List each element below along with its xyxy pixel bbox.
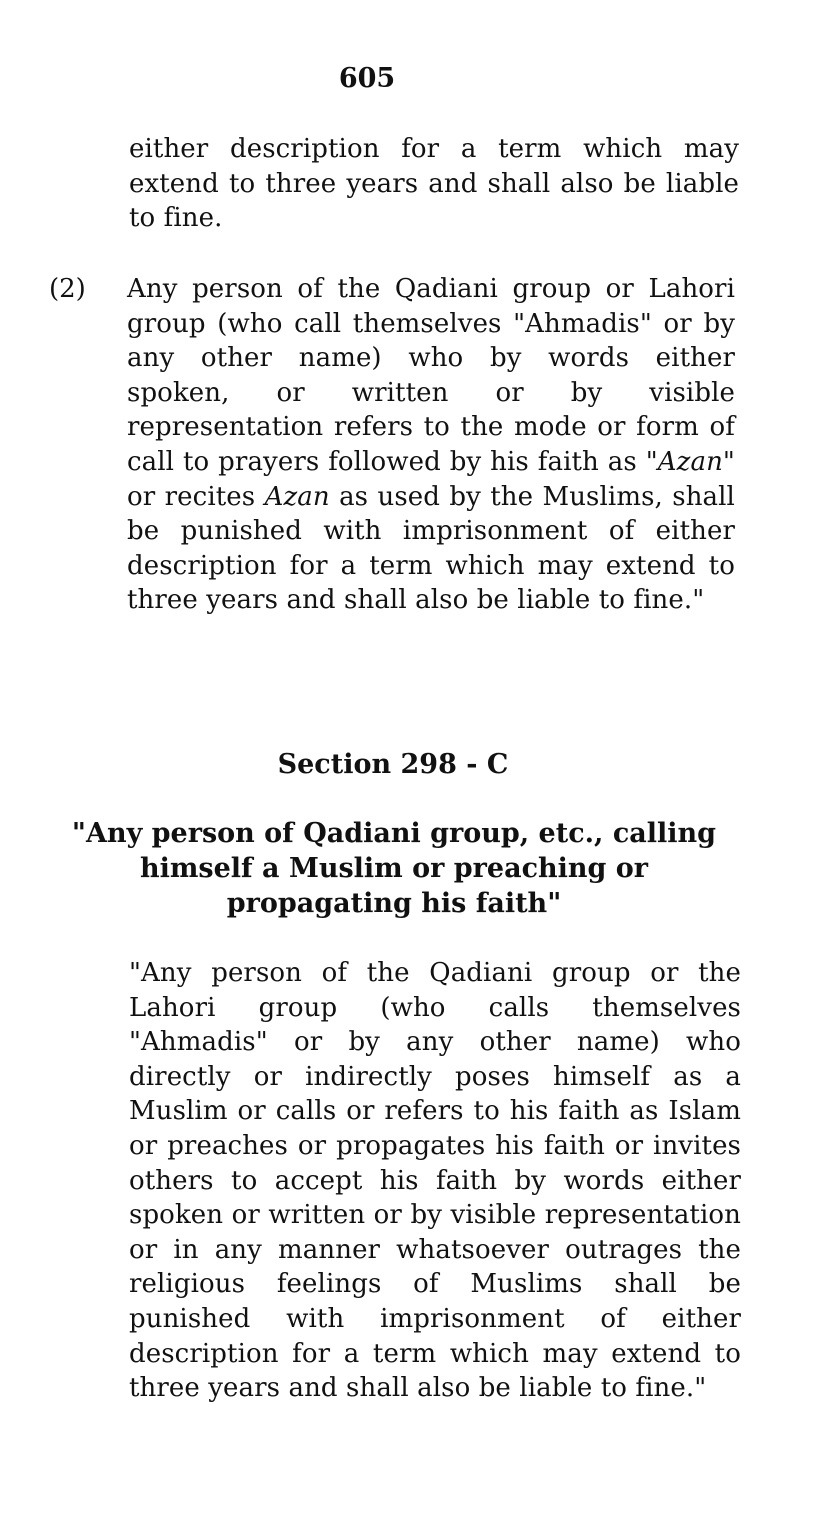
clause-2-azan-quoted: "Azan" <box>645 446 735 477</box>
page-number: 605 <box>338 63 396 94</box>
section-title: "Any person of Qadiani group, etc., calling himself a Muslim or preaching or propagating his faith" <box>71 818 717 919</box>
clause-2-azan: Azan <box>264 481 330 512</box>
clause-2-text-part1: Any person of the Qadiani group or Lahori group (who call themselves "Ahmadis" or by any other name) who by words either spoken, or written or by visible representation refers to the mode or form of call to prayers followed by his faith as <box>127 274 735 477</box>
clause-2-paragraph <box>127 272 735 618</box>
section-heading: Section 298 - C <box>277 749 509 780</box>
clause-number: (2) <box>49 274 86 304</box>
clause-2-text-part3: as used by the Muslims, shall be punished with imprisonment of either description for a term which may extend to three years and shall also be liable to fine." <box>127 481 735 616</box>
section-body-paragraph: "Any person of the Qadiani group or the Lahori group (who calls themselves "Ahmadis" or by any other name) who directly or indirectly poses himself as a Muslim or calls or refers to his faith as Islam or preaches or propagates his faith or invites others to accept his faith by words either spoken or written or by visible representation or in any manner whatsoever outrages the religious feelings of Muslims shall be punished with imprisonment of either description for a term which may extend to three years and shall also be liable to fine." <box>129 958 741 1404</box>
continued-paragraph: either description for a term which may extend to three years and shall also be liable to fine. <box>129 134 739 234</box>
clause-2-text-part2: or recites <box>127 481 265 512</box>
